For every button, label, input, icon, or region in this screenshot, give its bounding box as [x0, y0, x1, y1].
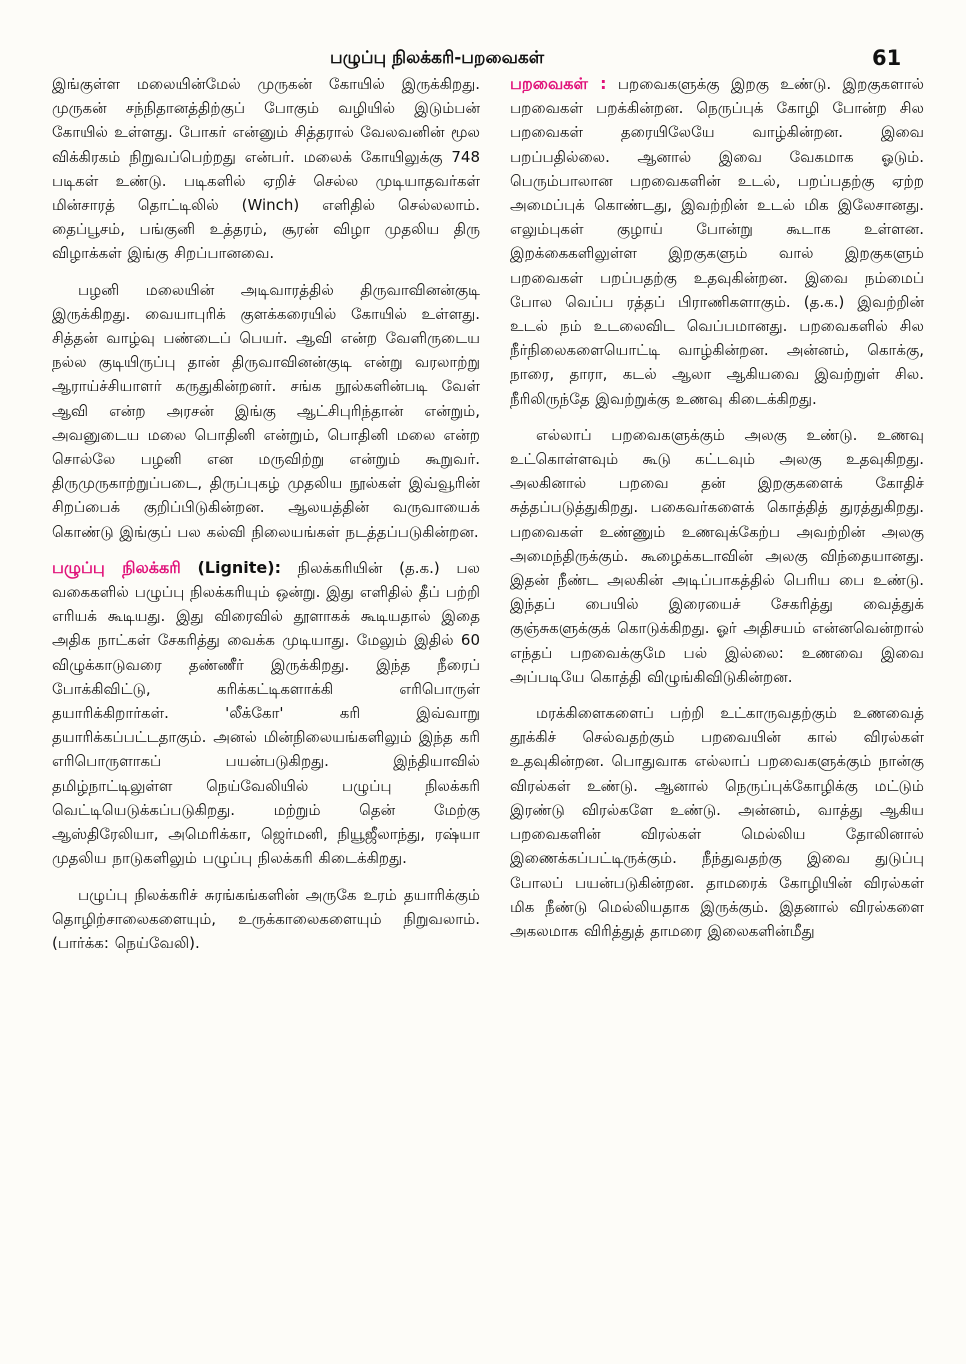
entry-heading-birds: பறவைகள் :	[510, 74, 607, 93]
paragraph-tiruvavinankudi: பழனி மலையின் அடிவாரத்தில் திருவாவினன்குடி இருக்கிறது. வையாபுரிக் குளக்கரையில் கோயில் உள்ளது. சித்தன் வாழ்வு பண்டைப் பெயர். ஆவி என்ற வேளிருடைய நல்ல குடியிருப்பு தான் திருவாவினன்குடி என்று வரலாற்று ஆராய்ச்சியாளர் கருதுகின்றனர். சங்க நூல்களின்படி வேள் ஆவி என்ற அரசன் இங்கு ஆட்சிபுரிந்தான் என்றும், அவனுடைய மலை பொதினி என்றும், பொதினி மலை என்ற சொல்லே பழனி என மருவிற்று என்றும் கூறுவர். திருமுருகாற்றுப்படை, திருப்புகழ் முதலிய நூல்கள் இவ்வூரின் சிறப்பைக் குறிப்பிடுகின்றன. ஆலயத்தின் வருவாயைக் கொண்டு இங்குப் பல கல்வி நிலையங்கள் நடத்தப்படுகின்றன.	[52, 280, 480, 541]
right-column	[510, 72, 924, 1312]
entry-heading-lignite: பழுப்பு நிலக்கரி	[52, 557, 181, 577]
left-column	[52, 72, 480, 1312]
paragraph-murugan-temple: இங்குள்ள மலையின்மேல் முருகன் கோயில் இருக்கிறது. முருகன் சந்நிதானத்திற்குப் போகும் வழியில் இடும்பன் கோயில் உள்ளது. போகர் என்னும் சித்தரால் வேலவனின் மூல விக்கிரகம் நிறுவப்பெற்றது என்பர். மலைக் கோயிலுக்கு 748 படிகள் உண்டு. படிகளில் ஏறிச் செல்ல முடியாதவர்கள் மின்சாரத் தொட்டிலில் (Winch) எளிதில் செல்லலாம். தைப்பூசம், பங்குனி உத்தரம், சூரன் விழா முதலிய திரு விழாக்கள் இங்கு சிறப்பானவை.	[52, 75, 480, 263]
entry-heading-lignite-english: (Lignite):	[197, 557, 281, 577]
page-header	[0, 44, 966, 74]
paragraph-lignite: நிலக்கரியின் (த.க.) பல வகைகளில் பழுப்பு நிலக்கரியும் ஒன்று. இது எளிதில் தீப் பற்றி எரியக் கூடியது. இது விரைவில் தூளாகக் கூடியதால் இதை அதிக நாட்கள் சேகரித்து வைக்க முடியாது. மேலும் இதில் 60 விழுக்காடுவரை தண்ணீர் இருக்கிறது. இந்த நீரைப் போக்கிவிட்டு, கரிக்கட்டிகளாக்கி எரிபொருள் தயாரிக்கிறார்கள். 'லீக்கோ' கரி இவ்வாறு தயாரிக்கப்பட்டதாகும். அனல் மின்நிலையங்களிலும் இந்த கரி எரிபொருளாகப் பயன்படுகிறது. இந்தியாவில் தமிழ்நாட்டிலுள்ள நெய்வேலியில் பழுப்பு நிலக்கரி வெட்டியெடுக்கப்படுகிறது. மற்றும் தென் மேற்கு ஆஸ்திரேலியா, அமெரிக்கா, ஜெர்மனி, நியூஜீலாந்து, ரஷ்யா முதலிய நாடுகளிலும் பழுப்பு நிலக்கரி கிடைக்கிறது.	[52, 558, 480, 868]
running-title: பழுப்பு நிலக்கரி-பறவைகள்	[330, 48, 545, 68]
entry-lignite	[52, 556, 480, 871]
paragraph-birds-beak: எல்லாப் பறவைகளுக்கும் அலகு உண்டு. உணவு உட்கொள்ளவும் கூடு கட்டவும் அலகு உதவுகிறது. அலகினால் பறவை தன் இறகுகளைக் கோதிச் சுத்தப்படுத்துகிறது. பகைவர்களைக் கொத்தித் துரத்துகிறது. பறவைகள் உண்ணும் உணவுக்கேற்ப அவற்றின் அலகு அமைந்திருக்கும். கூழைக்கடாவின் அலகு விந்தையானது. இதன் நீண்ட அலகின் அடிப்பாகத்தில் பெரிய பை உண்டு. இந்தப் பையில் இரையைச் சேகரித்து வைத்துக் குஞ்சுகளுக்குக் கொடுக்கிறது. ஓர் அதிசயம் என்னவென்றால் எந்தப் பறவைக்குமே பல் இல்லை: உணவை இவை அப்படியே கொத்தி விழுங்கிவிடுகின்றன.	[510, 425, 924, 686]
entry-birds	[510, 72, 924, 411]
text-columns	[52, 72, 924, 1312]
page-number: 61	[872, 46, 902, 70]
paragraph-birds-intro: பறவைகளுக்கு இறகு உண்டு. இறகுகளால் பறவைகள் பறக்கின்றன. நெருப்புக் கோழி போன்ற சில பறவைகள் தரையிலேயே வாழ்கின்றன. இவை பறப்பதில்லை. ஆனால் இவை வேகமாக ஓடும். பெரும்பாலான பறவைகளின் உடல், பறப்பதற்கு ஏற்ற அமைப்புக் கொண்டது, இவற்றின் உடல் மிக இலேசானது. எலும்புகள் குழாய் போன்று கூடாக உள்ளன. இறக்கைகளிலுள்ள இறகுகளும் வால் இறகுகளும் பறவைகள் பறப்பதற்கு உதவுகின்றன. இவை நம்மைப் போல வெப்ப ரத்தப் பிராணிகளாகும். (த.க.) இவற்றின் உடல் நம் உடலைவிட வெப்பமானது. பறவைகளில் சில நீர்நிலைகளையொட்டி வாழ்கின்றன. அன்னம், கொக்கு, நாரை, தாரா, கடல் ஆலா ஆகியவை இவற்றுள் சில. நீரிலிருந்தே இவற்றுக்கு உணவு கிடைக்கிறது.	[510, 75, 924, 408]
paragraph-lignite-industry: பழுப்பு நிலக்கரிச் சுரங்கங்களின் அருகே உரம் தயாரிக்கும் தொழிற்சாலைகளையும், உருக்காலைகளையும் நிறுவலாம். (பார்க்க: நெய்வேலி).	[52, 885, 480, 952]
paragraph-birds-toes: மரக்கிளைகளைப் பற்றி உட்காருவதற்கும் உணவைத் தூக்கிச் செல்வதற்கும் பறவையின் கால் விரல்கள் உதவுகின்றன. பொதுவாக எல்லாப் பறவைகளுக்கும் நான்கு விரல்கள் உண்டு. ஆனால் நெருப்புக்கோழிக்கு மட்டும் இரண்டு விரல்களே உண்டு. அன்னம், வாத்து ஆகிய பறவைகளின் விரல்கள் மெல்லிய தோலினால் இணைக்கப்பட்டிருக்கும். நீந்துவதற்கு இவை துடுப்பு போலப் பயன்படுகின்றன. தாமரைக் கோழியின் விரல்கள் மிக நீண்டு மெல்லியதாக இருக்கும். இதனால் விரல்களை அகலமாக விரித்துத் தாமரை இலைகளின்மீது	[510, 704, 924, 940]
